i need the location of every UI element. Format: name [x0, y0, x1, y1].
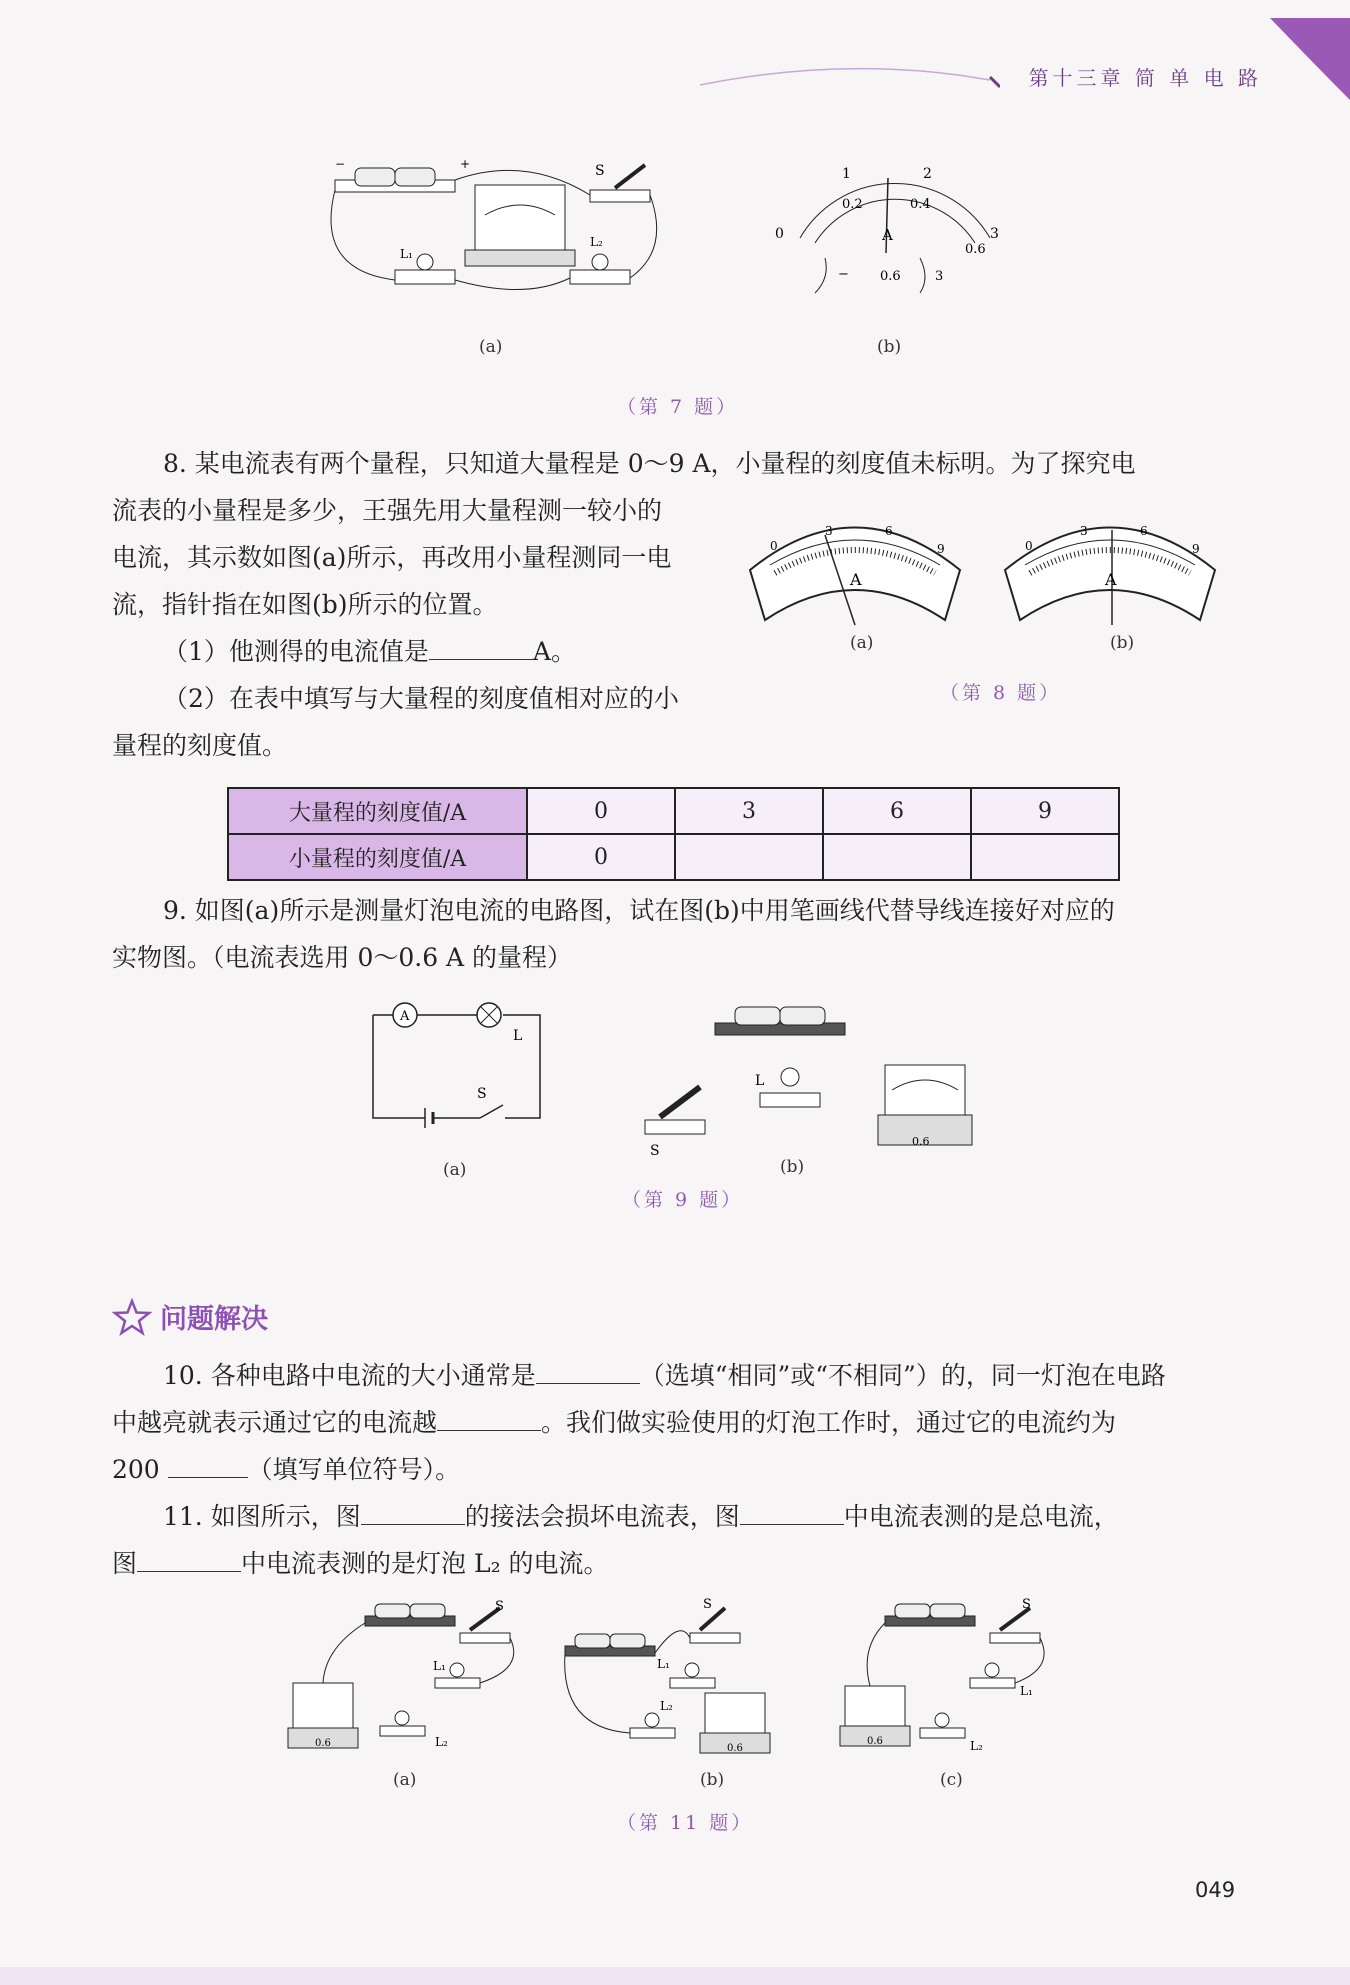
q11-caption-b: (b): [700, 1770, 725, 1790]
q8-line1: 8. 某电流表有两个量程，只知道大量程是 0～9 A，小量程的刻度值未标明。为了探究电: [163, 449, 1136, 478]
q11-blank-3[interactable]: [137, 1547, 241, 1572]
chapter-number: 第十三章: [1028, 66, 1125, 90]
q7-tick-2: 2: [923, 166, 932, 182]
q9-switch-b-label: S: [650, 1143, 660, 1159]
q9-caption-b: (b): [780, 1157, 805, 1177]
q11-line2-part-a: 图: [112, 1549, 138, 1578]
q7-lamp1-label: L₁: [400, 247, 413, 261]
q10-line1-suffix: （选填“相同”或“不相同”）的，同一灯泡在电路: [639, 1361, 1166, 1390]
q9-schematic-figure: [365, 1000, 555, 1135]
q11-line2-part-b: 中电流表测的是灯泡 L₂ 的电流。: [241, 1549, 609, 1578]
chapter-title: 简 单 电 路: [1134, 66, 1262, 90]
q8b-unit: A: [1105, 570, 1117, 589]
table-cell: 6: [823, 788, 971, 834]
q8-answer-blank[interactable]: [429, 635, 533, 660]
q9-lamp-b-label: L: [755, 1073, 765, 1089]
q8-line3: 电流，其示数如图(a)所示，再改用小量程测同一电: [112, 543, 672, 572]
q10-blank-1[interactable]: [536, 1359, 640, 1384]
q10-line1-prefix: 10. 各种电路中电流的大小通常是: [163, 1361, 536, 1390]
q10-line3: [112, 1446, 460, 1493]
q11-line2: [112, 1540, 609, 1587]
q8b-tick-0: 0: [1025, 539, 1033, 553]
q8-line4: 流，指针指在如图(b)所示的位置。: [112, 590, 498, 619]
q8-sub2-line2: 量程的刻度值。: [112, 731, 288, 760]
q8a-tick-9: 9: [937, 542, 945, 556]
q9-caption-a: (a): [443, 1160, 467, 1180]
q8a-unit: A: [850, 570, 862, 589]
q11-blank-2[interactable]: [740, 1500, 844, 1525]
q10-line3-prefix: 200: [112, 1455, 160, 1484]
q11-line1-part-a: 11. 如图所示，图: [163, 1502, 361, 1531]
table-answer-cell[interactable]: [823, 834, 971, 880]
q11-circuits-figure: [285, 1598, 1065, 1773]
q11-circuit-c: [840, 1598, 1044, 1753]
battery-plus-label: +: [460, 157, 471, 171]
q10-blank-3[interactable]: [168, 1453, 248, 1478]
q11-circuit-a: [288, 1599, 514, 1749]
table-answer-cell[interactable]: [971, 834, 1119, 880]
q10-line2-prefix: 中越亮就表示通过它的电流越: [112, 1408, 438, 1437]
q10-line2: [112, 1399, 1116, 1446]
q11a-switch-label: S: [495, 1599, 504, 1614]
q7-caption-b: (b): [877, 337, 902, 357]
table-cell: 0: [527, 788, 675, 834]
q8-meter-a: [750, 524, 960, 625]
section-title: 问题解决: [160, 1304, 268, 1335]
q7-meter-unit: A: [882, 226, 893, 244]
q11-blank-1[interactable]: [361, 1500, 465, 1525]
q9-line2: 实物图。（电流表选用 0～0.6 A 的量程）: [112, 943, 573, 972]
q7-term-minus: −: [838, 267, 849, 282]
running-header: [1029, 62, 1262, 91]
q11a-lamp2-label: L₂: [435, 1735, 448, 1749]
q9-switch-label: S: [477, 1086, 487, 1102]
q11a-meter-term: 0.6: [315, 1738, 331, 1749]
q7-figure-label: （第 7 题）: [617, 396, 739, 418]
q7-term-3: 3: [935, 269, 944, 284]
q11-line1-part-c: 中电流表测的是总电流，: [843, 1502, 1119, 1531]
page-number: 049: [1195, 1878, 1236, 1902]
q11c-switch-label: S: [1022, 1598, 1031, 1612]
q7-lamp2-label: L₂: [590, 235, 603, 249]
q7-circuit-figure: [325, 150, 675, 310]
q11-circuit-b: [565, 1598, 770, 1754]
q9-figure-label: （第 9 题）: [622, 1189, 744, 1211]
q11-figure-label: （第 11 题）: [617, 1812, 754, 1834]
table-cell: 3: [675, 788, 823, 834]
q11b-switch-label: S: [703, 1598, 712, 1612]
q7-tick-3: 3: [990, 226, 999, 242]
header-swoosh: [700, 55, 1000, 95]
q8a-tick-0: 0: [770, 539, 778, 553]
q9-lamp-label: L: [513, 1028, 523, 1044]
q9-ammeter-symbol: A: [400, 1009, 410, 1024]
q7-tick-04: 0.4: [910, 197, 931, 212]
q8b-tick-9: 9: [1192, 542, 1200, 556]
q8a-tick-3: 3: [825, 524, 833, 538]
q11c-lamp2-label: L₂: [970, 1739, 983, 1753]
q7-term-06: 0.6: [880, 269, 901, 284]
q7-meter-scale-figure: [770, 158, 1010, 298]
q8-figure-label: （第 8 题）: [940, 682, 1062, 704]
q8-caption-a: (a): [850, 633, 874, 653]
q8-sub1-prefix: （1）他测得的电流值是: [163, 637, 429, 666]
table-row: [228, 788, 1119, 834]
q8-scale-table: [227, 787, 1120, 881]
q8-caption-b: (b): [1110, 633, 1135, 653]
corner-decoration: [1240, 0, 1350, 110]
q10-blank-2[interactable]: [437, 1406, 541, 1431]
table-answer-cell[interactable]: [675, 834, 823, 880]
q11-line1: [163, 1493, 1119, 1540]
q11-caption-c: (c): [940, 1770, 963, 1790]
q7-caption-a: (a): [479, 337, 503, 357]
q11-line1-part-b: 的接法会损坏电流表，图: [464, 1502, 740, 1531]
q7-switch-label: S: [595, 163, 605, 179]
q8b-tick-3: 3: [1080, 524, 1088, 538]
bottom-strip: [0, 1967, 1350, 1985]
q11b-lamp1-label: L₁: [657, 1657, 670, 1671]
q11a-lamp1-label: L₁: [433, 1659, 446, 1673]
q8-sub1-suffix: A。: [532, 637, 576, 666]
table-cell: 9: [971, 788, 1119, 834]
table-cell: 0: [527, 834, 675, 880]
q11b-meter-term: 0.6: [727, 1743, 743, 1754]
q9-line1: 9. 如图(a)所示是测量灯泡电流的电路图，试在图(b)中用笔画线代替导线连接好对应的: [163, 896, 1115, 925]
q8b-tick-6: 6: [1140, 524, 1148, 538]
q9-meter-term: 0.6: [912, 1135, 930, 1148]
q8-meters-figure: [745, 505, 1225, 630]
q8-sub1: [163, 628, 576, 675]
q11c-meter-term: 0.6: [867, 1736, 883, 1747]
q8a-tick-6: 6: [885, 524, 893, 538]
q7-tick-06: 0.6: [965, 242, 986, 257]
q8-meter-b: [1005, 524, 1215, 625]
q7-tick-02: 0.2: [842, 197, 863, 212]
q11b-lamp2-label: L₂: [660, 1699, 673, 1713]
table-row: [228, 834, 1119, 880]
q7-tick-1: 1: [842, 166, 851, 182]
q11-caption-a: (a): [393, 1770, 417, 1790]
q10-line1: [163, 1352, 1166, 1399]
battery-minus-label: −: [335, 157, 346, 171]
q10-line2-suffix: 。我们做实验使用的灯泡工作时，通过它的电流约为: [541, 1408, 1117, 1437]
star-icon: [112, 1298, 152, 1336]
table-row2-header: 小量程的刻度值/A: [228, 834, 527, 880]
q11c-lamp1-label: L₁: [1020, 1684, 1033, 1698]
table-row1-header: 大量程的刻度值/A: [228, 788, 527, 834]
q8-line2: 流表的小量程是多少，王强先用大量程测一较小的: [112, 496, 663, 525]
q8-sub2-line1: （2）在表中填写与大量程的刻度值相对应的小: [163, 684, 679, 713]
q9-components-figure: [630, 995, 980, 1160]
q7-tick-0: 0: [775, 226, 784, 242]
q10-line3-suffix: （填写单位符号）。: [247, 1455, 461, 1484]
